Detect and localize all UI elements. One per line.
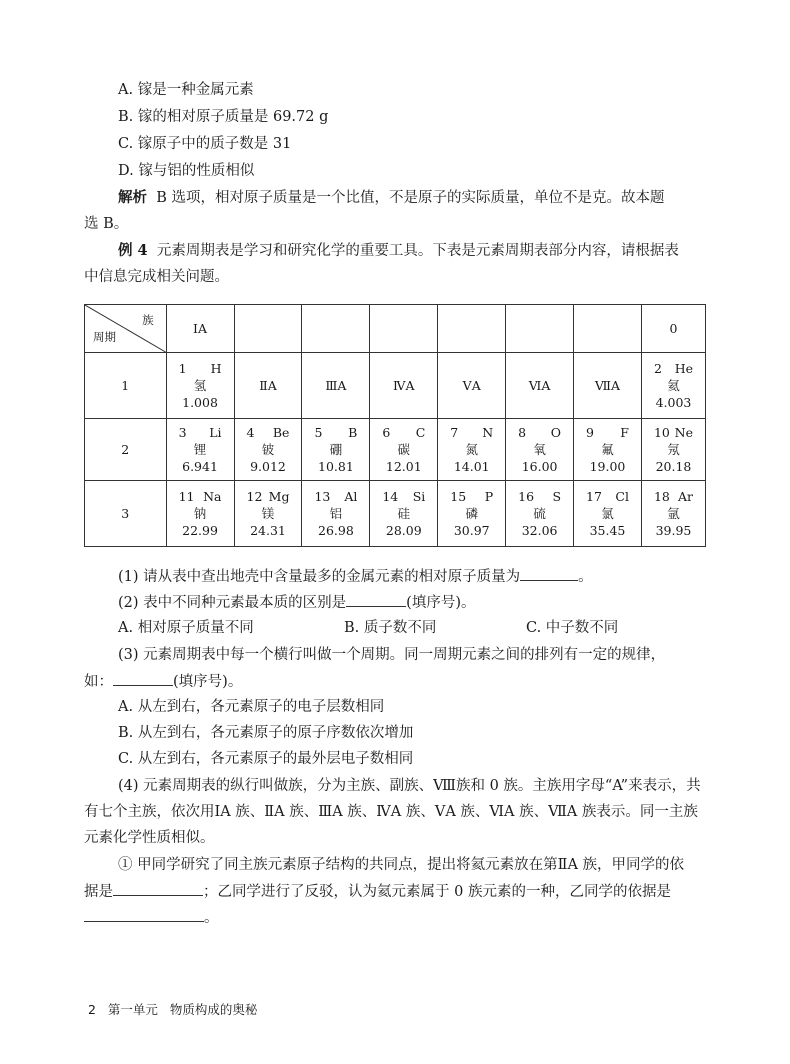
question-4-line-1: (4) 元素周期表的纵行叫做族，分为主族、副族、Ⅷ族和 0 族。主族用字母“A”来表示，共 [118, 778, 701, 794]
group-label-cell: ⅣA [370, 353, 438, 419]
question-4-sub-1-end: 。 [204, 910, 219, 926]
group-header [302, 305, 370, 353]
atomic-number: 3 [178, 425, 187, 440]
element-header [574, 488, 641, 505]
element-name: 氖 [667, 442, 680, 457]
period-number: 1 [85, 353, 167, 419]
question-3-option-c: C. 从左到右，各元素原子的最外层电子数相同 [118, 751, 414, 767]
analysis-text: B 选项，相对原子质量是一个比值，不是原子的实际质量，单位不是克。故本题 [156, 190, 665, 206]
element-cell [166, 353, 234, 419]
option-d: D. 镓与铝的性质相似 [118, 163, 255, 179]
element-symbol: N [482, 425, 494, 440]
question-2-end: (填序号)。 [406, 595, 476, 611]
answer-blank-3[interactable] [113, 671, 173, 686]
atomic-mass: 12.01 [385, 459, 422, 474]
element-name: 磷 [465, 506, 478, 521]
element-header [438, 424, 505, 441]
element-symbol: He [674, 361, 693, 376]
atomic-mass: 1.008 [182, 395, 218, 410]
element-cell [438, 481, 506, 547]
element-cell [438, 419, 506, 481]
answer-blank-2[interactable] [346, 592, 406, 607]
element-cell [234, 419, 302, 481]
unit-label: 第一单元 [107, 1002, 158, 1017]
answer-blank-4a[interactable] [113, 881, 203, 896]
table-period-row [85, 481, 706, 547]
question-2-option-c: C. 中子数不同 [526, 620, 619, 636]
element-symbol: Li [209, 425, 222, 440]
question-3-end: (填序号)。 [173, 674, 243, 690]
table-header-row [85, 305, 706, 353]
atomic-number: 16 [518, 489, 535, 504]
question-3-line-1: (3) 元素周期表中每一个横行叫做一个周期。同一周期元素之间的排列有一定的规律， [118, 647, 666, 663]
atomic-number: 6 [382, 425, 391, 440]
option-b: B. 镓的相对原子质量是 69.72 g [118, 109, 329, 125]
atomic-number: 18 [653, 489, 670, 504]
element-cell [574, 481, 642, 547]
period-number: 2 [85, 419, 167, 481]
answer-blank-1[interactable] [520, 566, 578, 581]
atomic-mass: 9.012 [250, 459, 286, 474]
element-header [438, 488, 505, 505]
element-name: 硫 [533, 506, 546, 521]
question-3-option-b: B. 从左到右，各元素原子的原子序数依次增加 [118, 725, 414, 741]
question-1 [118, 566, 593, 587]
element-cell [370, 419, 438, 481]
question-2-option-b: B. 质子数不同 [344, 620, 437, 636]
element-header [506, 488, 573, 505]
element-cell [641, 419, 705, 481]
group-header [370, 305, 438, 353]
option-c: C. 镓原子中的质子数是 31 [118, 136, 292, 152]
question-3-line-2 [84, 671, 242, 692]
element-symbol: Ar [677, 489, 693, 504]
element-cell [506, 481, 574, 547]
question-4-sub-1-prefix: 据是 [84, 884, 113, 900]
element-header [506, 424, 573, 441]
atomic-mass: 20.18 [655, 459, 692, 474]
atomic-mass: 39.95 [655, 523, 692, 538]
question-4-sub-1-mid: ；乙同学进行了反驳，认为氦元素属于 0 族元素的一种，乙同学的依据是 [203, 884, 671, 900]
example-label: 例 4 [118, 242, 148, 259]
element-name: 铍 [261, 442, 275, 457]
atomic-number: 9 [586, 425, 594, 440]
table-corner-cell [85, 305, 167, 353]
question-4-line-2: 有七个主族，依次用ⅠA 族、ⅡA 族、ⅢA 族、ⅣA 族、ⅤA 族、ⅥA 族、ⅦA 族表示。同一主族 [84, 804, 698, 820]
element-symbol: P [484, 489, 494, 504]
example-line-1 [118, 241, 679, 261]
group-header [234, 305, 302, 353]
element-name: 硼 [329, 442, 343, 457]
atomic-number: 1 [178, 361, 187, 376]
element-symbol: Mg [268, 489, 290, 504]
element-name: 氟 [601, 442, 614, 457]
element-header [235, 488, 302, 505]
question-4-line-3: 元素化学性质相似。 [84, 830, 215, 846]
element-cell [234, 481, 302, 547]
element-name: 氯 [601, 506, 614, 521]
element-cell [166, 481, 234, 547]
answer-blank-4b[interactable] [84, 907, 204, 922]
question-2-option-a: A. 相对原子质量不同 [118, 620, 254, 636]
atomic-number: 14 [382, 489, 399, 504]
atomic-number: 11 [178, 489, 195, 504]
example-text: 元素周期表是学习和研究化学的重要工具。下表是元素周期表部分内容，请根据表 [156, 243, 679, 259]
element-symbol: Si [412, 489, 426, 504]
group-label-cell: ⅡA [234, 353, 302, 419]
element-header [370, 424, 437, 441]
corner-group-label: 族 [142, 313, 154, 327]
page-number: 2 [88, 1002, 96, 1017]
page-footer [88, 1000, 257, 1018]
group-header: 0 [641, 305, 705, 353]
group-label-cell: ⅤA [438, 353, 506, 419]
atomic-number: 15 [450, 489, 467, 504]
element-cell [641, 353, 705, 419]
element-symbol: H [210, 361, 222, 376]
element-header [235, 424, 302, 441]
group-label-cell: ⅦA [574, 353, 642, 419]
element-header [302, 488, 369, 505]
atomic-number: 7 [450, 425, 459, 440]
element-header [642, 424, 705, 441]
element-cell [370, 481, 438, 547]
question-2-text: (2) 表中不同种元素最本质的区别是 [118, 595, 347, 611]
atomic-number: 5 [314, 425, 323, 440]
atomic-mass: 14.01 [453, 459, 490, 474]
element-symbol: B [348, 425, 358, 440]
atomic-mass: 28.09 [385, 523, 422, 538]
atomic-mass: 26.98 [318, 523, 354, 538]
atomic-number: 13 [314, 489, 331, 504]
element-header [642, 360, 705, 377]
element-symbol: Be [272, 425, 290, 440]
atomic-mass: 30.97 [453, 523, 490, 538]
element-name: 氩 [667, 506, 680, 521]
table-period-row [85, 419, 706, 481]
question-3-option-a: A. 从左到右，各元素原子的电子层数相同 [118, 699, 385, 715]
element-header [302, 424, 369, 441]
element-symbol: F [620, 425, 629, 440]
element-name: 氧 [533, 442, 546, 457]
corner-period-label: 周期 [93, 330, 116, 344]
table-period-row [85, 353, 706, 419]
element-name: 钠 [193, 506, 207, 521]
atomic-mass: 6.941 [182, 459, 218, 474]
question-4-sub-1-line-2 [84, 881, 671, 902]
question-4-sub-1-line-3 [84, 907, 219, 928]
element-header [167, 488, 234, 505]
element-header [167, 360, 234, 377]
group-header [438, 305, 506, 353]
atomic-mass: 10.81 [318, 459, 354, 474]
atomic-mass: 22.99 [182, 523, 218, 538]
atomic-number: 8 [518, 425, 527, 440]
element-cell [302, 419, 370, 481]
group-header: ⅠA [166, 305, 234, 353]
atomic-mass: 19.00 [589, 459, 626, 474]
atomic-mass: 4.003 [655, 395, 692, 410]
element-name: 铝 [329, 506, 343, 521]
atomic-number: 12 [246, 489, 263, 504]
question-2 [118, 592, 475, 613]
atomic-number: 17 [586, 489, 602, 504]
element-name: 硅 [397, 506, 411, 521]
analysis-label: 解析 [118, 189, 147, 206]
element-symbol: C [415, 425, 426, 440]
element-header [370, 488, 437, 505]
question-1-text: (1) 请从表中查出地壳中含量最多的金属元素的相对原子质量为 [118, 569, 521, 585]
atomic-number: 10 [653, 425, 670, 440]
element-name: 氢 [193, 378, 207, 393]
group-label-cell: ⅥA [506, 353, 574, 419]
element-symbol: Al [344, 489, 358, 504]
atomic-mass: 16.00 [521, 459, 558, 474]
element-name: 镁 [261, 506, 275, 521]
group-header [574, 305, 642, 353]
element-name: 碳 [397, 442, 411, 457]
option-a: A. 镓是一种金属元素 [118, 82, 254, 98]
question-4-sub-1-line-1: ① 甲同学研究了同主族元素原子结构的共同点，提出将氦元素放在第ⅡA 族，甲同学的依 [118, 857, 685, 873]
group-header [506, 305, 574, 353]
element-cell [641, 481, 705, 547]
element-symbol: Na [203, 489, 222, 504]
element-symbol: S [552, 489, 562, 504]
period-number: 3 [85, 481, 167, 547]
element-cell [166, 419, 234, 481]
analysis-line-1 [118, 188, 664, 208]
unit-title: 物质构成的奥秘 [169, 1002, 258, 1017]
periodic-table [84, 304, 706, 547]
element-symbol: Cl [615, 489, 629, 504]
element-cell [574, 419, 642, 481]
analysis-line-2: 选 B。 [84, 216, 129, 232]
element-name: 氮 [465, 442, 478, 457]
group-label-cell: ⅢA [302, 353, 370, 419]
question-1-end: 。 [578, 569, 593, 585]
element-name: 氦 [667, 378, 680, 393]
question-3-prefix: 如： [84, 674, 113, 690]
element-symbol: O [550, 425, 562, 440]
atomic-number: 4 [246, 425, 255, 440]
example-line-2: 中信息完成相关问题。 [84, 269, 229, 285]
element-cell [302, 481, 370, 547]
atomic-number: 2 [653, 361, 662, 376]
atomic-mass: 24.31 [250, 523, 286, 538]
element-header [574, 424, 641, 441]
element-cell [506, 419, 574, 481]
element-header [642, 488, 705, 505]
element-symbol: Ne [674, 425, 693, 440]
element-header [167, 424, 234, 441]
atomic-mass: 32.06 [521, 523, 558, 538]
element-name: 锂 [193, 442, 207, 457]
atomic-mass: 35.45 [589, 523, 626, 538]
